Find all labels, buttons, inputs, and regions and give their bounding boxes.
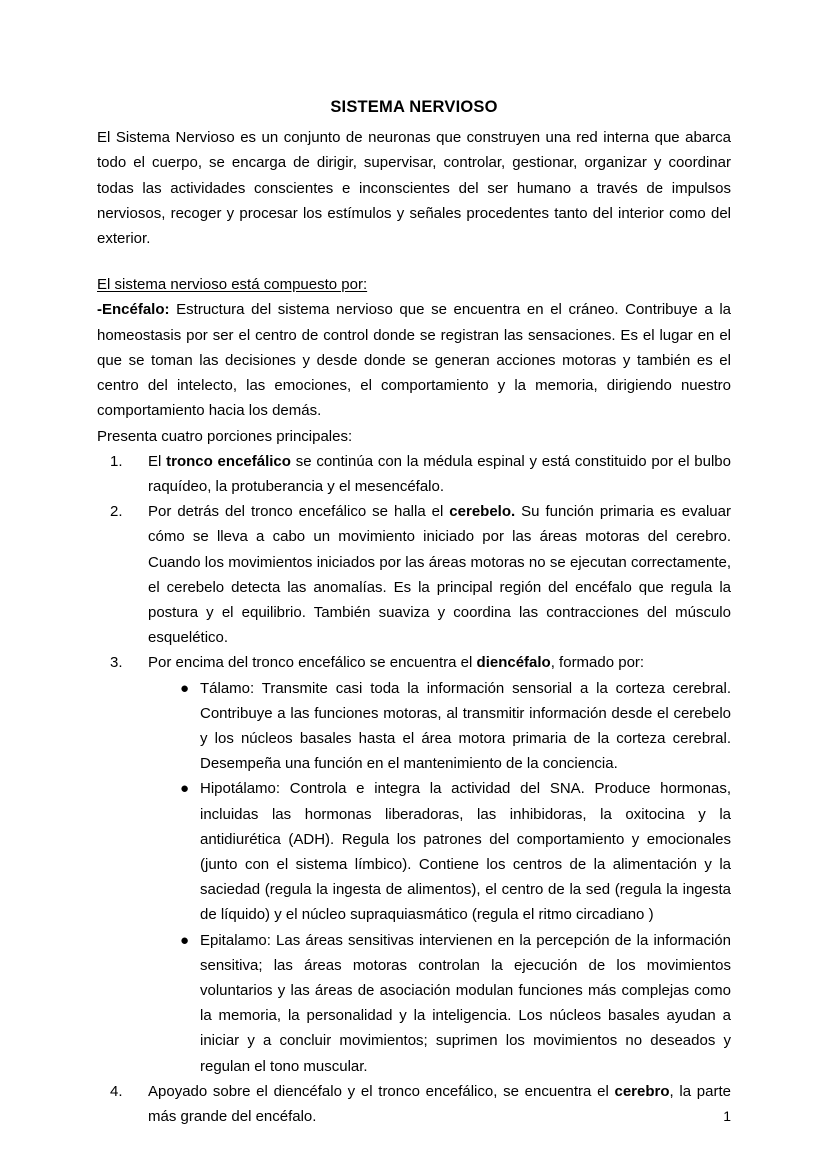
- list-intro: Presenta cuatro porciones principales:: [97, 427, 353, 445]
- list-item-text: [148, 499, 731, 650]
- item-text-post: se continúa con la médula espinal y está constituido por el bulbo raquídeo, la protuberancia y el mesencéfalo.: [148, 452, 731, 495]
- item-text-bold: cerebro: [614, 1082, 670, 1100]
- list-item: [148, 928, 731, 1079]
- document-body: [97, 96, 731, 1129]
- item-text-pre: Apoyado sobre el diencéfalo y el tronco encefálico, se encuentra el: [148, 1082, 615, 1100]
- item-text-bold: cerebelo.: [449, 503, 516, 521]
- list-marker: 3.: [110, 654, 123, 672]
- list-item-text: [148, 449, 731, 499]
- list-item: [148, 776, 731, 927]
- page-number: 1: [723, 1108, 731, 1124]
- encefalo-label: -Encéfalo:: [97, 301, 170, 319]
- item-text-post: , la parte más grande del encéfalo.: [148, 1082, 731, 1125]
- encefalo-body: Estructura del sistema nervioso que se encuentra en el cráneo. Contribuye a la homeostasis por ser el centro de control donde se registran las sensaciones. Es el lugar en el que se toman las decisiones y desde donde se generan acciones motoras y también es el centro del intelecto, las emociones, el comportamiento y la memoria, dirigiendo nuestro comportamiento hacia los demás.: [97, 301, 731, 420]
- encefalo-paragraph: [97, 297, 731, 423]
- item-text-bold: tronco encefálico: [166, 452, 291, 470]
- list-item: [97, 499, 731, 650]
- bullet-icon: ●: [180, 931, 190, 949]
- list-item: [148, 676, 731, 777]
- item-text-pre: El: [148, 452, 167, 470]
- item-text-pre: Por encima del tronco encefálico se encuentra el: [148, 654, 477, 672]
- page-title: SISTEMA NERVIOSO: [330, 98, 498, 116]
- list-marker: 4.: [110, 1082, 123, 1100]
- list-item: [97, 1079, 731, 1129]
- main-numbered-list: [97, 449, 731, 1129]
- list-item: [97, 449, 731, 499]
- diencefalo-sublist: [148, 676, 731, 1079]
- bullet-icon: ●: [180, 780, 190, 798]
- bullet-icon: ●: [180, 679, 190, 697]
- intro-paragraph: El Sistema Nervioso es un conjunto de neuronas que construyen una red interna que abarca todo el cuerpo, se encarga de dirigir, supervisar, controlar, gestionar, organizar y coordinar todas las actividades conscientes e inconscientes del ser humano a través de impulsos nerviosos, recoger y procesar los estímulos y señales procedentes tanto del interior como del exterior.: [97, 129, 731, 248]
- list-item: [97, 650, 731, 1078]
- list-item-text: Tálamo: Transmite casi toda la información sensorial a la corteza cerebral. Contribuye a las funciones motoras, al transmitir información desde el cerebelo y los núcleos basales hasta el área motora primaria de la corteza cerebral. Desempeña una función en el mantenimiento de la conciencia.: [200, 679, 731, 773]
- item-text-post: , formado por:: [550, 654, 645, 672]
- list-item-text: Epitalamo: Las áreas sensitivas intervienen en la percepción de la información sensitiva; las áreas motoras controlan la ejecución de los movimientos voluntarios y las áreas de asociación modulan funciones más complejas como la memoria, la personalidad y la inteligencia. Los núcleos basales ayudan a iniciar y a concluir movimientos; suprimen los movimientos no deseados y regulan el tono muscular.: [200, 931, 731, 1075]
- list-marker: 1.: [110, 452, 123, 470]
- list-item-text: Hipotálamo: Controla e integra la actividad del SNA. Produce hormonas, incluidas las hormonas liberadoras, las inhibidoras, la oxitocina y la antidiurética (ADH). Regula los patrones del comportamiento y emocionales (junto con el sistema límbico). Contiene los centros de la alimentación y la saciedad (regula la ingesta de alimentos), el centro de la sed (regula la ingesta de líquido) y el núcleo supraquiasmático (regula el ritmo circadiano ): [200, 780, 731, 924]
- item-text-bold: diencéfalo: [476, 654, 551, 672]
- item-text-pre: Por detrás del tronco encefálico se halla el: [148, 503, 450, 521]
- item-text-post: Su función primaria es evaluar cómo se lleva a cabo un movimiento iniciado por las áreas motoras del cerebro. Cuando los movimientos iniciados por las áreas motoras no se ejecutan correctamente, el cerebelo detecta las anomalías. Es la principal región del encéfalo que regula la postura y el equilibrio. También suaviza y coordina las contracciones del músculo esquelético.: [148, 503, 731, 647]
- list-marker: 2.: [110, 503, 123, 521]
- list-item-text: [148, 1079, 731, 1129]
- list-item-text: [148, 650, 731, 675]
- section-heading: El sistema nervioso está compuesto por:: [97, 276, 368, 294]
